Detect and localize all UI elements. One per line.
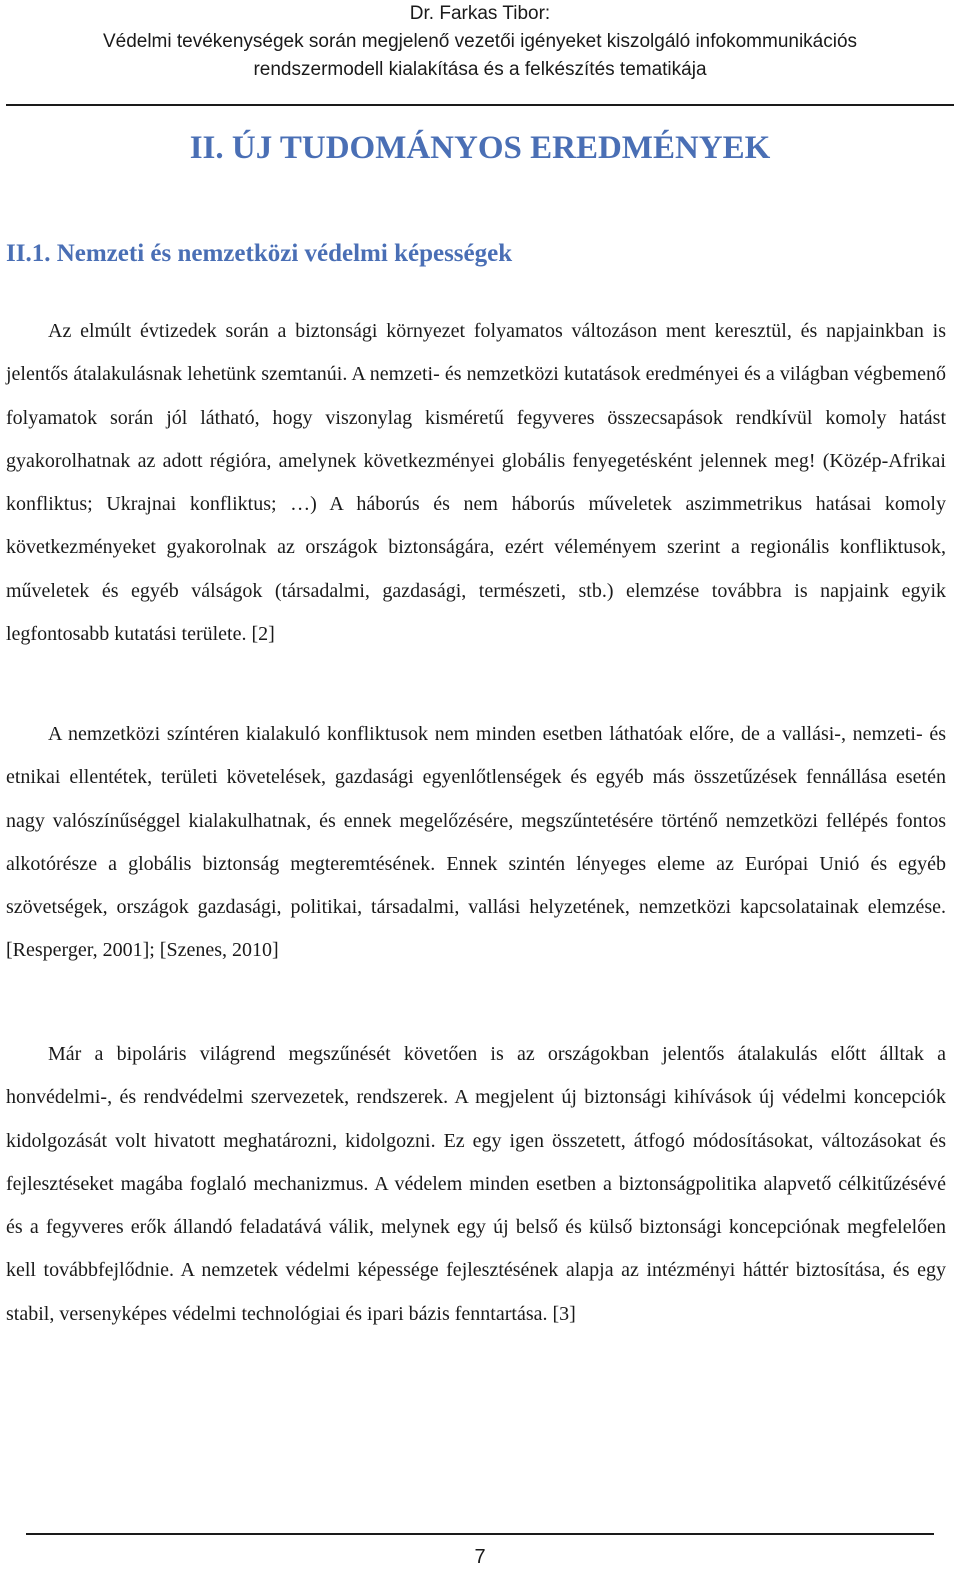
- chapter-title: II. ÚJ TUDOMÁNYOS EREDMÉNYEK: [189, 130, 771, 166]
- body-paragraph-2: [6, 713, 946, 973]
- header-divider: [6, 104, 954, 106]
- body-paragraph-3: [6, 1033, 946, 1336]
- body-paragraph-1: [6, 310, 946, 656]
- header-title-line-2: rendszermodell kialakítása és a felkészítés tematikája: [253, 59, 707, 80]
- paragraph-text: A nemzetközi színtéren kialakuló konfliktusok nem minden esetben láthatóak előre, de a vallási-, nemzeti- és etnikai ellentétek, területi követelések, gazdasági egyenlőtlenségek és egyéb más összetűzések fennállása esetén nagy valószínűséggel kialakulhatnak, és ennek megelőzésére, megszűntetésére történő nemzetközi fellépés fontos alkotórésze a globális biztonság megteremtésének. Ennek szintén lényeges eleme az Európai Unió és egyéb szövetségek, országok gazdasági, politikai, társadalmi, vallási helyzetének, nemzetközi kapcsolatainak elemzése. [Resperger, 2001]; [Szenes, 2010]: [6, 723, 946, 962]
- footer-divider: [26, 1533, 934, 1535]
- paragraph-text: Az elmúlt évtizedek során a biztonsági környezet folyamatos változáson ment keresztül, és napjainkban is jelentős átalakulásnak lehetünk szemtanúi. A nemzeti- és nemzetközi kutatások eredményei és a világban végbemenő folyamatok során jól látható, hogy viszonylag kisméretű fegyveres összecsapások rendkívül komoly hatást gyakorolhatnak az adott régióra, amelynek következményei globális fenyegetésként jelennek meg! (Közép-Afrikai konfliktus; Ukrajnai konfliktus; …) A háborús és nem háborús műveletek aszimmetrikus hatásai komoly következményeket gyakorolnak az országok biztonságára, ezért véleményem szerint a regionális konfliktusok, műveletek és egyéb válságok (társadalmi, gazdasági, természeti, stb.) elemzése továbbra is napjaink egyik legfontosabb kutatási területe. [2]: [6, 320, 946, 646]
- page-number: 7: [474, 1546, 486, 1568]
- paragraph-text: Már a bipoláris világrend megszűnését követően is az országokban jelentős átalakulás előtt álltak a honvédelmi-, és rendvédelmi szervezetek, rendszerek. A megjelent új biztonsági kihívások új védelmi koncepciók kidolgozását volt hivatott meghatározni, kidolgozni. Ez egy igen összetett, átfogó módosításokat, változásokat és fejlesztéseket magába foglaló mechanizmus. A védelem minden esetben a biztonságpolitika alapvető célkitűzésévé és a fegyveres erők állandó feladatává válik, melynek egy új belső és külső biztonsági koncepciónak megfelelően kell továbbfejlődnie. A nemzetek védelmi képessége fejlesztésének alapja az intézményi háttér biztosítása, és egy stabil, versenyképes védelmi technológiai és ipari bázis fenntartása. [3]: [6, 1043, 946, 1325]
- header-title-line-1: Védelmi tevékenységek során megjelenő vezetői igényeket kiszolgáló infokommunikációs: [102, 31, 858, 52]
- section-title: II.1. Nemzeti és nemzetközi védelmi képességek: [6, 240, 513, 267]
- header-author: Dr. Farkas Tibor:: [409, 3, 551, 24]
- running-header: [0, 0, 960, 84]
